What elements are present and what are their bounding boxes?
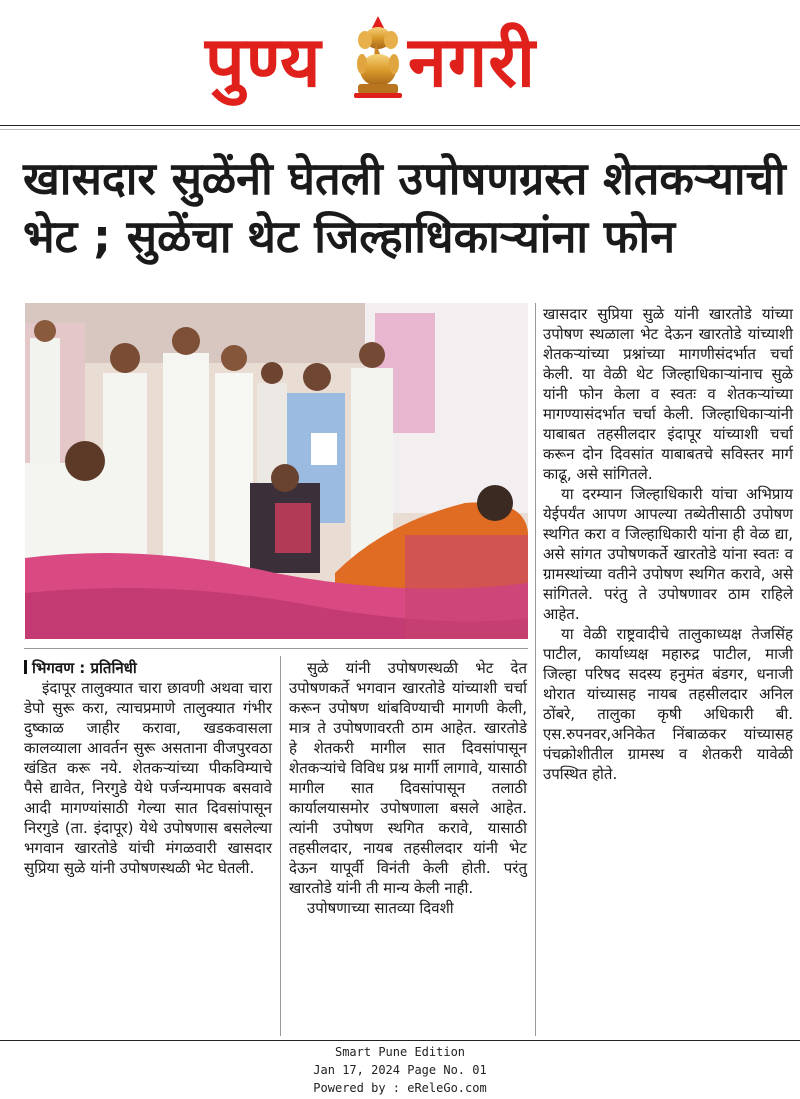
article-column-2 [289,658,527,918]
headline-line-1: खासदार सुळेंनी घेतली उपोषणग्रस्त शेतकऱ्याची [23,152,786,205]
ganesha-logo [348,14,408,100]
byline [24,658,137,678]
masthead-title-right: नगरी [408,21,537,103]
footer-rule [0,1040,800,1041]
article-headline [20,150,790,266]
footer-powered-by: Powered by : eReleGo.com [313,1081,487,1095]
column-1-paragraph: इंदापूर तालुक्यात चारा छावणी अथवा चारा डेपो सुरू करा, त्याचप्रमाणे तालुक्यात गंभीर दुष्काळ जाहीर करावा, खडकवासला कालव्याला आवर्तन सुरू असताना वीजपुरवठा खंडित करू नये. शेतकऱ्यांच्या पीकविम्याचे पैसे द्यावेत, निरगुडे येथे पर्जन्यमापक बसवावे आदी मागण्यांसाठी गेल्या सात दिवसांपासून निरगुडे (ता. इंदापूर) येथे उपोषणास बसलेल्या भगवान खारतोडे यांची मंगळवारी खासदार सुप्रिया सुळे यांनी उपोषणस्थळी भेट घेतली. [24,679,272,877]
article-column-1 [24,678,272,878]
column-3-paragraph-2: या दरम्यान जिल्हाधिकारी यांचा अभिप्राय येईपर्यंत आपण आपल्या तब्येतीसाठी उपोषण स्थगित करा व जिल्हाधिकारी यांना ही वेळ द्या, असे सांगत उपोषणकर्ते खारतोडे यांना स्वतः व ग्रामस्थांच्या वतीने उपोषण स्थगित करावे, असे सांगितले. परंतु ते उपोषणावर ठाम राहिले आहेत. [543,485,793,623]
footer-edition: Smart Pune Edition [334,1045,466,1059]
column-3-paragraph-3: या वेळी राष्ट्रवादीचे तालुकाध्यक्ष तेजसिंह पाटील, कार्याध्यक्ष महारुद्र पाटील, माजी जिल्हा परिषद सदस्य हनुमंत बंडगर, धनाजी थोरात यांच्यासह नायब तहसीलदार अनिल ठोंबरे, तालुका कृषी अधिकारी बी. एस.रुपनवर,अनिकेत निंबाळकर यांच्यासह पंचक्रोशीतील ग्रामस्थ व शेतकरी यावेळी उपस्थित होते. [543,625,793,783]
column-3-paragraph-1: खासदार सुप्रिया सुळे यांनी खारतोडे यांच्या उपोषण स्थळाला भेट देऊन खारतोडे यांच्याशी शेतकऱ्यांच्या प्रश्नांच्या मागणीसंदर्भात चर्चा केली. या वेळी थेट जिल्हाधिकाऱ्यांनाच सुळे यांनी फोन केला व स्वतः व शेतकऱ्यांच्या मागण्यासंदर्भात चर्चा केली. जिल्हाधिकाऱ्यांनी याबाबत तहसीलदार इंदापूर यांच्याशी चर्चा करून दोन दिवसांत याबाबतचे सविस्तर मार्ग काढू, असे सांगितले. [543,305,793,483]
article-column-3 [543,304,793,784]
article-photo [25,303,528,639]
column-2-paragraph-2: उपोषणाच्या सातव्या दिवशी [307,899,454,917]
masthead [0,0,800,122]
masthead-rule-thin [0,129,800,130]
headline-line-2: भेट ; सुळेंचा थेट जिल्हाधिकाऱ्यांना फोन [23,210,676,263]
footer [0,1043,800,1097]
byline-text: भिगवण : प्रतिनिधी [32,659,137,677]
masthead-title-left: पुण्य [205,21,322,103]
byline-marker [24,660,27,674]
masthead-rule [0,125,800,126]
column-divider-1 [280,656,281,1036]
photo-bottom-rule [24,648,528,649]
column-2-paragraph-1: सुळे यांनी उपोषणस्थळी भेट देत उपोषणकर्ते भगवान खारतोडे यांच्याशी चर्चा करून उपोषण थांबविण्याची मागणी केली, मात्र ते उपोषणावरती ठाम आहेत. खारतोडे हे शेतकरी मागील सात दिवसांपासून शेतकऱ्यांचे विविध प्रश्न मार्गी लागावे, यासाठी मागील सात दिवसांपासून तलाठी कार्यालयासमोर उपोषणाला बसले आहेत. त्यांनी उपोषण स्थगित करावे, यासाठी तहसीलदार, नायब तहसीलदार यांनी भेट देऊन यापूर्वी विनंती केली होती. परंतु खारतोडे यांनी ती मान्य केली नाही. [289,659,527,897]
column-divider-2 [535,303,536,1036]
footer-date-page: Jan 17, 2024 Page No. 01 [313,1063,487,1077]
